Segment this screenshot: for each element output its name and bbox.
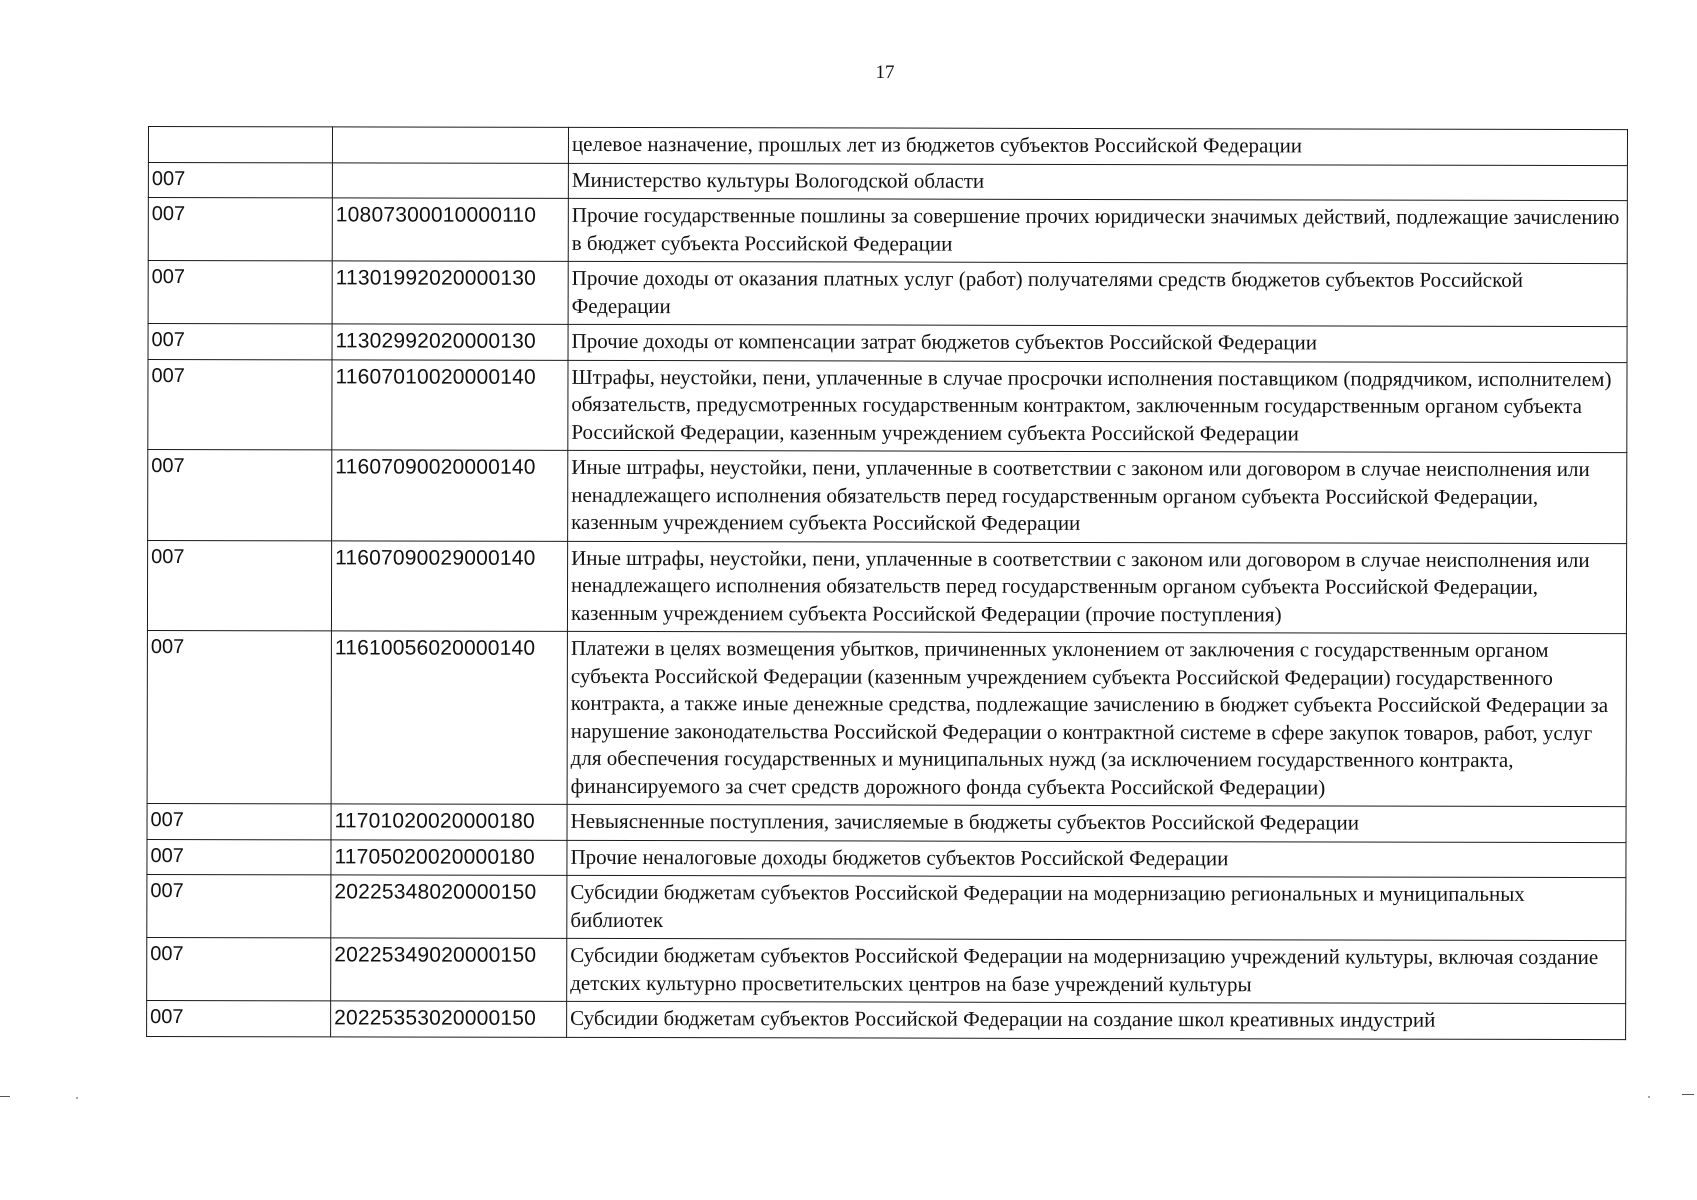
admin-code-cell: 007 — [147, 540, 331, 631]
revenue-code-cell: 20225349020000150 — [331, 938, 567, 1001]
page-number: 17 — [875, 62, 895, 83]
scan-speck — [76, 1097, 78, 1099]
table-row — [148, 450, 1627, 544]
revenue-code-cell: 11610056020000140 — [331, 631, 567, 804]
table-row — [148, 198, 1627, 264]
revenue-name-cell: Министерство культуры Вологодской области — [568, 163, 1627, 201]
revenue-name-cell: целевое назначение, прошлых лет из бюджетов субъектов Российской Федерации — [568, 127, 1627, 165]
scan-mark-right — [1682, 1094, 1694, 1095]
revenue-code-cell — [332, 162, 568, 198]
revenue-code-cell: 11701020020000180 — [331, 804, 567, 840]
revenue-code-cell: 11705020020000180 — [331, 839, 567, 875]
revenue-name-cell: Прочие доходы от компенсации затрат бюджетов субъектов Российской Федерации — [568, 324, 1627, 362]
admin-code-cell: 007 — [148, 324, 332, 360]
admin-code-cell — [148, 127, 332, 163]
table-row — [147, 803, 1626, 842]
revenue-code-cell: 11607010020000140 — [332, 359, 568, 450]
admin-code-cell: 007 — [148, 450, 332, 541]
admin-code-cell: 007 — [147, 839, 331, 875]
revenue-name-cell: Субсидии бюджетам субъектов Российской Федерации на модернизацию региональных и муниципальных библиотек — [567, 875, 1626, 940]
admin-code-cell: 007 — [147, 874, 331, 937]
admin-code-cell: 007 — [147, 630, 331, 803]
table-row — [147, 540, 1626, 634]
revenue-name-cell: Субсидии бюджетам субъектов Российской Федерации на модернизацию учреждений культуры, включая создание детских культурно просветительских центров на базе учреждений культуры — [567, 938, 1626, 1003]
revenue-code-cell: 11607090020000140 — [332, 450, 568, 541]
admin-code-cell: 007 — [147, 1000, 331, 1036]
admin-code-cell: 007 — [147, 803, 331, 839]
table-row — [147, 874, 1626, 940]
revenue-code-cell: 10807300010000110 — [332, 198, 568, 261]
table-row — [148, 127, 1627, 166]
revenue-name-cell: Прочие государственные пошлины за совершение прочих юридически значимых действий, подлежащие зачислению в бюджет субъекта Российской Федерации — [568, 198, 1627, 263]
scan-speck — [1648, 1096, 1650, 1098]
revenue-code-cell: 11301992020000130 — [332, 261, 568, 324]
table-row — [148, 261, 1627, 327]
table-row — [147, 839, 1626, 878]
table-row — [147, 630, 1626, 806]
admin-code-cell: 007 — [148, 162, 332, 198]
table-row — [147, 1000, 1626, 1039]
revenue-code-cell: 20225353020000150 — [331, 1001, 567, 1037]
admin-code-cell: 007 — [148, 261, 332, 324]
admin-code-cell: 007 — [147, 937, 331, 1000]
admin-code-cell: 007 — [148, 359, 332, 450]
revenue-codes-table — [146, 126, 1628, 1040]
scan-mark-left — [0, 1096, 10, 1097]
admin-code-cell: 007 — [148, 198, 332, 261]
revenue-code-cell — [332, 127, 568, 163]
revenue-name-cell: Штрафы, неустойки, пени, уплаченные в случае просрочки исполнения поставщиком (подрядчиком, исполнителем) обязательств, предусмотренных государственным контрактом, заключенным государственным органом субъекта Российской Федерации, казенным учреждением субъекта Российской Федерации — [568, 360, 1627, 453]
table-row — [148, 162, 1627, 201]
revenue-code-cell: 20225348020000150 — [331, 875, 567, 938]
table-row — [148, 359, 1627, 453]
revenue-name-cell: Субсидии бюджетам субъектов Российской Федерации на создание школ креативных индустрий — [567, 1001, 1626, 1039]
revenue-name-cell: Невыясненные поступления, зачисляемые в бюджеты субъектов Российской Федерации — [567, 804, 1626, 842]
table-row — [147, 937, 1626, 1003]
revenue-name-cell: Платежи в целях возмещения убытков, причиненных уклонением от заключения с государственным органом субъекта Российской Федерации (казенным учреждением субъекта Российской Федерации) государственного контракта, а также иные денежные средства, подлежащие зачислению в бюджет субъекта Российской Федерации за нарушение законодательства Российской Федерации о контрактной системе в сфере закупок товаров, работ, услуг для обеспечения государственных и муниципальных нужд (за исключением государственного контракта, финансируемого за счет средств дорожного фонда субъекта Российской Федерации) — [567, 631, 1626, 806]
revenue-name-cell: Прочие неналоговые доходы бюджетов субъектов Российской Федерации — [567, 840, 1626, 878]
revenue-code-cell: 11607090029000140 — [331, 540, 567, 631]
revenue-name-cell: Иные штрафы, неустойки, пени, уплаченные в соответствии с законом или договором в случае неисполнения или ненадлежащего исполнения обязательств перед государственным органом субъекта Российской Федерации, казенным учреждением субъекта Российской Федерации — [568, 450, 1627, 543]
table-row — [148, 324, 1627, 363]
revenue-name-cell: Прочие доходы от оказания платных услуг (работ) получателями средств бюджетов субъектов Российской Федерации — [568, 261, 1627, 326]
revenue-code-cell: 11302992020000130 — [332, 324, 568, 360]
revenue-name-cell: Иные штрафы, неустойки, пени, уплаченные в соответствии с законом или договором в случае неисполнения или ненадлежащего исполнения обязательств перед государственным органом субъекта Российской Федерации, казенным учреждением субъекта Российской Федерации (прочие поступления) — [567, 541, 1626, 634]
